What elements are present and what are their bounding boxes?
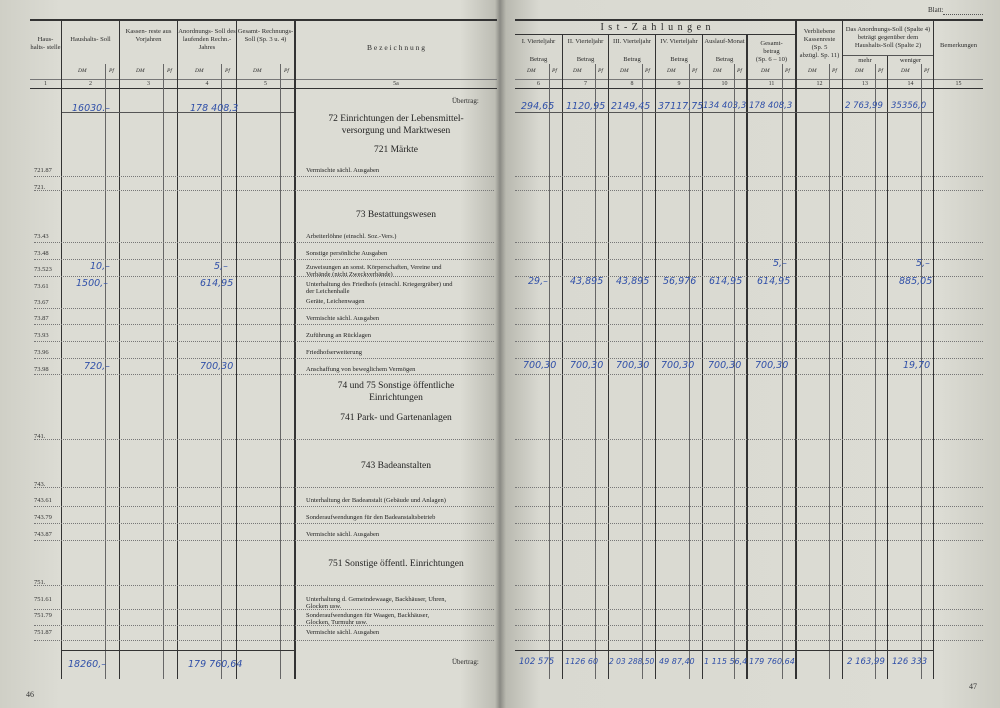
- row-rule: [515, 112, 933, 113]
- col-number: 5a: [393, 81, 399, 87]
- colnum-rule: [30, 79, 497, 80]
- col-number: 6: [537, 81, 540, 87]
- hw-haushalts-soll: 1500,–: [76, 278, 108, 289]
- col-divider-14: [933, 19, 934, 679]
- hw-7361-auslauf: 614,95: [709, 276, 743, 287]
- blatt-label: Blatt:: [928, 6, 944, 14]
- row-rule: [515, 259, 983, 260]
- hw-bottom-mehr: 2 163,99: [847, 657, 885, 667]
- right-page: [503, 0, 1000, 708]
- row-desc: Unterhaltung des Friedhofs (einschl. Kriegergräber) und der Leichenhalle: [306, 281, 453, 295]
- header-betrag: Betrag: [670, 56, 688, 63]
- hw-haushalts-soll: 10,–: [90, 261, 110, 272]
- hw-7398-q4: 700,30: [661, 360, 695, 371]
- section-751: 751 Sonstige öffentl. Einrichtungen: [328, 559, 464, 569]
- header-q4: IV. Vierteljahr: [660, 38, 698, 45]
- row-rule: [62, 112, 294, 113]
- header-kassenreste: Kassen- reste aus Vorjahren: [125, 28, 172, 43]
- row-code: 751.: [34, 579, 46, 586]
- total-rule: [515, 650, 933, 651]
- row-code: 73.98: [34, 366, 49, 373]
- header-betrag: Betrag: [576, 56, 595, 63]
- header-haushalts-soll: Haushalts- Soll: [70, 36, 111, 43]
- hw-7361-q4: 56,976: [663, 276, 697, 287]
- hw-top-q2: 1120,95: [566, 101, 606, 112]
- row-rule: [34, 308, 494, 309]
- header-top-rule: [30, 19, 497, 21]
- row-rule: [34, 358, 494, 359]
- header-top-rule: [515, 19, 983, 21]
- row-code: 751.61: [34, 596, 52, 603]
- row-code: 743.: [34, 481, 46, 488]
- hw-bottom-gesamt: 179 760,64: [749, 657, 795, 666]
- col-divider-10: [746, 34, 748, 679]
- hw-bottom-haushalts-soll: 18260,–: [68, 659, 106, 670]
- header-auslauf: Auslauf-Monat: [704, 38, 745, 45]
- row-rule: [515, 540, 983, 541]
- row-rule: [34, 585, 494, 586]
- row-desc: Zuführung an Rücklagen: [306, 332, 371, 339]
- section-741: 741 Park- und Gartenanlagen: [340, 413, 452, 423]
- row-rule: [515, 341, 983, 342]
- row-rule: [515, 487, 983, 488]
- row-rule: [515, 324, 983, 325]
- hw-top-q4: 37117,75: [658, 101, 704, 112]
- row-rule: [34, 487, 494, 488]
- hw-top-gesamt: 178 408,3: [749, 101, 793, 111]
- section-73: 73 Bestattungswesen: [356, 210, 436, 220]
- col-number: 14: [907, 81, 914, 87]
- header-kassenreste: Verbliebene Kassenreste (Sp. 5 abzügl. Sp. 11): [799, 28, 840, 59]
- row-rule: [515, 439, 983, 440]
- unit-pf: Pf: [878, 68, 883, 74]
- header-mehr-weniger: Das Anordnungs-Soll (Spalte 4) beträgt gegenüber dem Haushalts-Soll (Spalte 2): [845, 26, 931, 49]
- col-divider-6: [562, 34, 563, 679]
- col-number: 8: [630, 81, 634, 87]
- unit-dm: DM: [136, 68, 145, 74]
- pf-line: [782, 64, 783, 679]
- col-number: 2: [89, 81, 92, 87]
- hw-haushalts-soll: 720,–: [84, 361, 110, 372]
- row-rule: [515, 523, 983, 524]
- uebertrag-bottom-label: Übertrag:: [452, 658, 479, 666]
- header-bottom-rule: [515, 88, 983, 89]
- row-desc: Friedhofserweiterung: [306, 349, 362, 356]
- header-mehr: mehr: [858, 57, 872, 64]
- row-rule: [34, 640, 494, 641]
- hw-73523-gesamt: 5,–: [773, 258, 787, 269]
- uebertrag-top-label: Übertrag:: [452, 97, 479, 105]
- hw-bottom-weniger: 126 333: [892, 657, 928, 667]
- ist-title-rule: [515, 34, 797, 35]
- unit-dm: DM: [573, 68, 582, 74]
- hw-7398-weniger: 19,70: [903, 360, 931, 371]
- unit-dm: DM: [253, 68, 262, 74]
- row-desc: Vermischte sächl. Ausgaben: [306, 167, 380, 174]
- unit-dm: DM: [761, 68, 770, 74]
- row-code: 743.87: [34, 531, 52, 538]
- hw-7361-weniger: 885,05: [899, 276, 933, 287]
- hw-top-haushalts-soll: 16030.–: [72, 103, 110, 114]
- row-code: 751.87: [34, 629, 52, 636]
- pf-line-5: [280, 64, 281, 679]
- hw-7398-q3: 700,30: [616, 360, 650, 371]
- row-rule: [515, 506, 983, 507]
- row-rule: [34, 276, 494, 277]
- section-74-75: 74 und 75 Sonstige öffentliche Einrichtungen: [337, 381, 455, 403]
- section-743: 743 Badeanstalten: [361, 461, 431, 471]
- row-rule: [34, 374, 494, 375]
- header-gesamt-rechnungs-soll: Gesamt- Rechnungs- Soll (Sp. 3 u. 4): [237, 28, 294, 43]
- row-rule: [515, 190, 983, 191]
- row-rule: [515, 585, 983, 586]
- row-desc: Vermischte sächl. Ausgaben: [306, 531, 380, 538]
- row-code: 73.93: [34, 332, 49, 339]
- row-desc: Unterhaltung der Badeanstalt (Gebäude und Anlagen): [306, 497, 446, 504]
- header-gesamtbetrag: Gesamt- betrag (Sp. 6 – 10): [755, 40, 788, 63]
- unit-pf: Pf: [645, 68, 650, 74]
- col-divider-8: [655, 34, 656, 679]
- row-desc: Anschaffung von beweglichem Vermögen: [306, 366, 416, 373]
- hw-anordnungs-soll: 614,95: [200, 278, 234, 289]
- row-code: 741.: [34, 433, 46, 440]
- col-divider-4: [236, 19, 237, 679]
- header-haushaltsstelle: Haus- halts- stelle: [30, 36, 61, 51]
- row-rule: [515, 625, 983, 626]
- unit-pf: Pf: [284, 68, 289, 74]
- row-code: 73.523: [34, 266, 52, 273]
- hw-bottom-auslauf: 1 115 56,4: [704, 657, 748, 666]
- row-code: 721.87: [34, 167, 52, 174]
- row-code: 73.96: [34, 349, 49, 356]
- row-code: 743.61: [34, 497, 52, 504]
- hw-top-q3: 2149,45: [611, 101, 651, 112]
- header-q2: II. Vierteljahr: [567, 38, 604, 45]
- col-divider-11: [795, 19, 797, 679]
- unit-dm: DM: [620, 68, 629, 74]
- ist-zahlungen-title: I s t - Z a h l u n g e n: [600, 22, 712, 33]
- hw-7398-q1: 700,30: [523, 360, 557, 371]
- hw-7361-q3: 43,895: [616, 276, 650, 287]
- row-desc: Unterhaltung d. Gemeindewaage, Backhäuser, Uhren, Glocken usw.: [306, 596, 447, 610]
- row-rule: [34, 324, 494, 325]
- row-rule: [34, 259, 494, 260]
- hw-top-anordnungs-soll: 178 408,3: [190, 103, 239, 114]
- hw-7361-q1: 29,–: [528, 276, 548, 287]
- page-number-right: 47: [969, 682, 977, 691]
- col-number: 5: [264, 81, 267, 87]
- unit-dm: DM: [901, 68, 910, 74]
- unit-pf: Pf: [552, 68, 557, 74]
- col-number: 12: [816, 81, 823, 87]
- row-desc: Geräte, Leichenwagen: [306, 298, 365, 305]
- section-72: 72 Einrichtungen der Lebensmittel- versorgung und Marktwesen: [328, 114, 464, 136]
- hw-top-mehr: 2 763,99: [845, 101, 883, 111]
- unit-pf: Pf: [785, 68, 790, 74]
- pf-line: [595, 64, 596, 679]
- unit-pf: Pf: [924, 68, 929, 74]
- page-number-left: 46: [26, 690, 34, 699]
- row-rule: [34, 439, 494, 440]
- row-desc: Vermischte sächl. Ausgaben: [306, 629, 380, 636]
- col-divider-2: [119, 19, 120, 679]
- total-rule: [62, 650, 294, 651]
- col-divider-12: [842, 19, 843, 679]
- pf-line: [642, 64, 643, 679]
- row-rule: [34, 242, 494, 243]
- col-number: 9: [677, 81, 681, 87]
- row-rule: [34, 609, 494, 610]
- hw-73523-weniger: 5,–: [916, 258, 930, 269]
- blatt-line: [943, 14, 983, 15]
- col-number: 13: [862, 81, 868, 87]
- row-rule: [515, 242, 983, 243]
- hw-7398-q2: 700,30: [570, 360, 604, 371]
- mehr-weniger-rule: [843, 55, 933, 56]
- col-number: 10: [721, 81, 728, 87]
- pf-line-3: [163, 64, 164, 679]
- header-betrag: Betrag: [623, 56, 641, 63]
- unit-pf: Pf: [737, 68, 742, 74]
- row-rule: [515, 308, 983, 309]
- hw-bottom-anordnungs-soll: 179 760,64: [188, 659, 243, 670]
- pf-line: [829, 64, 830, 679]
- pf-line: [734, 64, 735, 679]
- left-page: [0, 0, 497, 708]
- col-number: 7: [584, 81, 587, 87]
- unit-pf: Pf: [598, 68, 603, 74]
- row-code: 73.48: [34, 250, 49, 257]
- unit-dm: DM: [527, 68, 536, 74]
- unit-pf: Pf: [225, 68, 230, 74]
- hw-top-auslauf: 134 403,3: [703, 101, 747, 111]
- row-code: 73.43: [34, 233, 49, 240]
- row-code: 73.87: [34, 315, 49, 322]
- header-bezeichnung: B e z e i c h n u n g: [367, 43, 425, 52]
- header-anordnungs-soll: Anordnungs- Soll des laufenden Rechn.-Jahres: [178, 28, 236, 51]
- row-rule: [34, 341, 494, 342]
- header-betrag: Betrag: [715, 56, 734, 63]
- row-rule: [34, 176, 494, 177]
- header-weniger: weniger: [899, 57, 922, 64]
- unit-dm: DM: [808, 68, 817, 74]
- unit-pf: Pf: [109, 68, 114, 74]
- pf-line: [875, 64, 876, 679]
- unit-pf: Pf: [832, 68, 837, 74]
- hw-bottom-q1: 102 575: [519, 657, 555, 667]
- row-rule: [515, 609, 983, 610]
- unit-dm: DM: [78, 68, 87, 74]
- hw-7398-gesamt: 700,30: [755, 360, 789, 371]
- col-number: 1: [44, 81, 47, 87]
- pf-line: [689, 64, 690, 679]
- row-desc: Sonstige persönliche Ausgaben: [306, 250, 388, 257]
- col-number: 15: [955, 81, 962, 87]
- row-rule: [34, 625, 494, 626]
- row-rule: [515, 358, 983, 359]
- header-q1: I. Vierteljahr: [521, 38, 556, 45]
- row-rule: [34, 540, 494, 541]
- row-code: 751.79: [34, 612, 52, 619]
- pf-line: [549, 64, 550, 679]
- pf-line: [921, 64, 922, 679]
- header-q3: III. Vierteljahr: [613, 38, 651, 45]
- row-code: 721.: [34, 184, 46, 191]
- row-rule: [34, 190, 494, 191]
- col-number: 3: [147, 81, 150, 87]
- hw-7361-gesamt: 614,95: [757, 276, 791, 287]
- unit-dm: DM: [713, 68, 722, 74]
- row-desc: Arbeiterlöhne (einschl. Soz.-Vers.): [306, 233, 397, 240]
- hw-anordnungs-soll: 5,–: [214, 261, 228, 272]
- row-rule: [515, 176, 983, 177]
- hw-7361-q2: 43,895: [570, 276, 604, 287]
- unit-dm: DM: [855, 68, 864, 74]
- hw-bottom-q2: 1126 60: [565, 657, 599, 666]
- colnum-rule: [515, 79, 983, 80]
- section-721: 721 Märkte: [373, 145, 419, 155]
- row-desc: Zuweisungen an sonst. Körperschaften, Vereine und Verbände (nicht Zweckverbände): [306, 264, 442, 278]
- row-desc: Sonderaufwendungen für den Badeanstaltsbetrieb: [306, 514, 436, 521]
- col-divider-1: [61, 19, 62, 679]
- row-code: 743.79: [34, 514, 52, 521]
- col-divider-7: [608, 34, 609, 679]
- row-rule: [34, 506, 494, 507]
- hw-7398-auslauf: 700,30: [708, 360, 742, 371]
- unit-dm: DM: [195, 68, 204, 74]
- row-desc: Vermischte sächl. Ausgaben: [306, 315, 380, 322]
- col-number: 4: [205, 81, 209, 87]
- row-rule: [515, 640, 983, 641]
- col-divider-9: [702, 34, 703, 679]
- col-divider-3: [177, 19, 178, 679]
- header-bottom-rule: [30, 88, 497, 89]
- header-bemerkungen: Bemerkungen: [940, 42, 977, 49]
- row-code: 73.61: [34, 283, 49, 290]
- hw-top-q1: 294,65: [521, 101, 555, 112]
- hw-bottom-q3: 2 03 288,50: [609, 657, 655, 666]
- hw-bottom-q4: 49 87,40: [659, 657, 695, 666]
- unit-pf: Pf: [692, 68, 697, 74]
- unit-dm: DM: [667, 68, 676, 74]
- row-rule: [515, 374, 983, 375]
- header-betrag: Betrag: [529, 56, 548, 63]
- row-desc: Sonderaufwendungen für Waagen, Backhäuser, Glocken, Turmuhr usw.: [306, 612, 430, 626]
- row-code: 73.67: [34, 299, 49, 306]
- hw-anordnungs-soll: 700,30: [200, 361, 234, 372]
- hw-top-weniger: 35356,0: [891, 101, 927, 111]
- unit-pf: Pf: [167, 68, 172, 74]
- col-number: 11: [768, 81, 775, 87]
- row-rule: [34, 523, 494, 524]
